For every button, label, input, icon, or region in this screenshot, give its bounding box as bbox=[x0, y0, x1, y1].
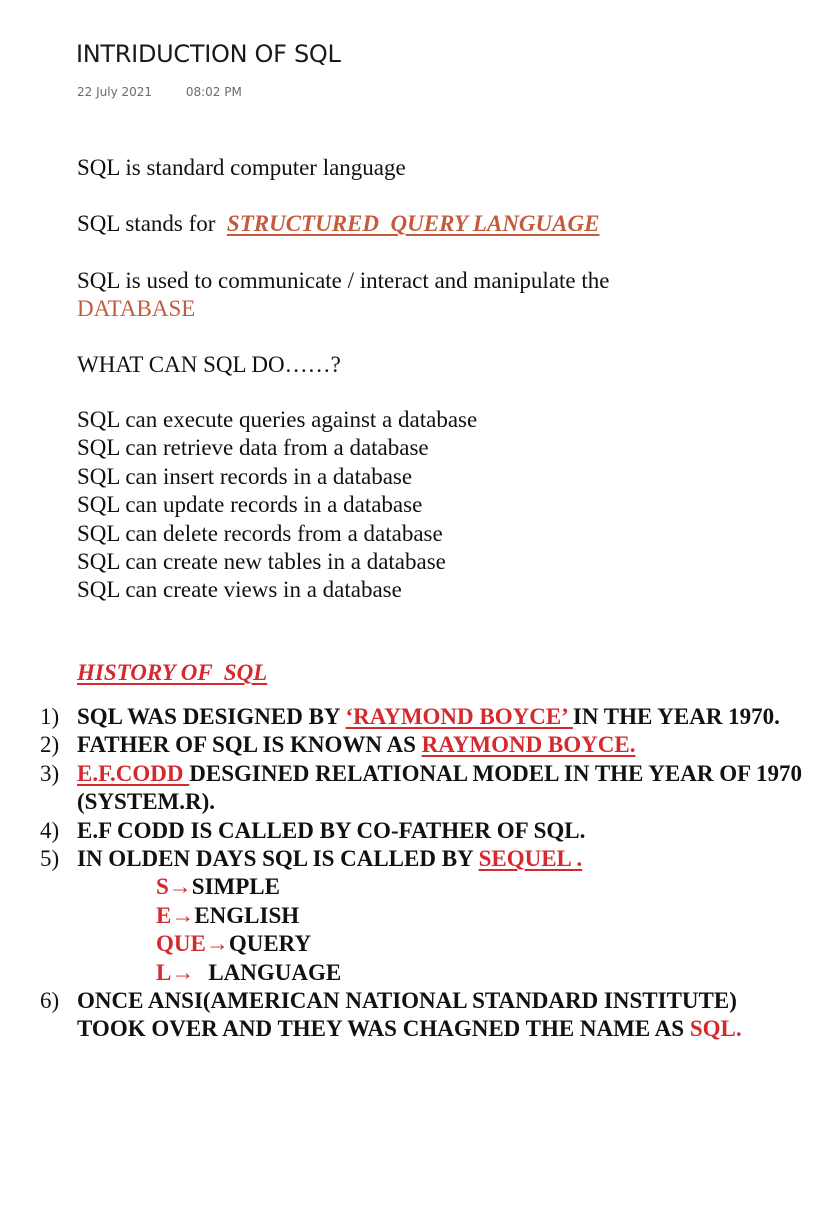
ef-codd: E.F.CODD bbox=[77, 760, 190, 786]
list-item: SQL can create views in a database bbox=[77, 577, 402, 603]
intro-line-3 bbox=[77, 267, 609, 323]
list-item: SQL can create new tables in a database bbox=[77, 549, 446, 575]
item-number: 2) bbox=[40, 732, 60, 758]
history-item-2 bbox=[40, 731, 810, 759]
list-item: SQL can insert records in a database bbox=[77, 463, 413, 489]
history-item-3 bbox=[40, 760, 810, 817]
intro-line-2-prefix: SQL stands for bbox=[77, 211, 227, 236]
item-text: IN OLDEN DAYS SQL IS CALLED BY bbox=[77, 846, 479, 872]
item-text: FATHER OF SQL IS KNOWN AS bbox=[77, 732, 422, 758]
history-list bbox=[40, 703, 810, 1044]
item-number: 4) bbox=[40, 817, 60, 843]
intro-line-1: SQL is standard computer language bbox=[77, 155, 406, 180]
history-item-4 bbox=[40, 817, 810, 845]
sequel-keyword: SEQUEL . bbox=[478, 846, 583, 872]
acronym-row bbox=[119, 959, 810, 987]
history-item-5 bbox=[40, 845, 810, 987]
sql-expansion: STRUCTURED QUERY LANGUAGE bbox=[226, 211, 600, 236]
intro-line-3-text: SQL is used to communicate / interact and manipulate the bbox=[77, 268, 610, 293]
acronym-row bbox=[119, 873, 810, 901]
history-heading: HISTORY OF SQL bbox=[77, 660, 268, 685]
item-text: ONCE ANSI(AMERICAN NATIONAL STANDARD INSTITUTE) TOOK OVER AND THEY WAS CHAGNED THE NAME AS bbox=[77, 988, 737, 1042]
list-item: SQL can execute queries against a database bbox=[77, 407, 478, 432]
raymond-boyce: RAYMOND BOYCE. bbox=[421, 732, 636, 758]
note-time: 08:02 PM bbox=[185, 85, 242, 99]
acronym-letter: L bbox=[156, 959, 172, 985]
history-item-6 bbox=[40, 987, 810, 1044]
acronym-letter: E bbox=[156, 902, 172, 928]
item-number: 6) bbox=[40, 988, 60, 1014]
item-text: SQL WAS DESIGNED BY bbox=[77, 704, 346, 729]
sql-keyword: SQL. bbox=[689, 1016, 742, 1042]
arrow-icon: → bbox=[171, 959, 195, 985]
raymond-boyce-quote: ‘RAYMOND BOYCE’ bbox=[345, 704, 573, 729]
list-item: SQL can update records in a database bbox=[77, 492, 423, 518]
arrow-icon: → bbox=[168, 874, 192, 900]
capabilities-question: WHAT CAN SQL DO……? bbox=[77, 352, 341, 377]
list-item: SQL can retrieve data from a database bbox=[77, 435, 429, 461]
history-item-1 bbox=[40, 703, 810, 731]
acronym-word: ENGLISH bbox=[194, 902, 300, 928]
item-number: 3) bbox=[40, 760, 60, 786]
acronym-letter: S bbox=[156, 874, 169, 900]
item-number: 5) bbox=[40, 846, 60, 872]
capabilities-list bbox=[77, 406, 477, 605]
acronym-word: LANGUAGE bbox=[208, 959, 342, 985]
note-date: 22 July 2021 bbox=[77, 85, 153, 99]
intro-line-2 bbox=[77, 210, 599, 238]
acronym-row bbox=[119, 930, 810, 958]
acronym-word: SIMPLE bbox=[191, 874, 280, 900]
note-metadata bbox=[77, 85, 242, 99]
acronym-letter: QUE bbox=[156, 931, 206, 957]
item-text: E.F CODD IS CALLED BY CO-FATHER OF SQL. bbox=[77, 817, 586, 843]
item-text: DESGINED RELATIONAL MODEL IN THE YEAR OF 1970 (SYSTEM.R). bbox=[77, 760, 803, 815]
item-text: IN THE YEAR 1970. bbox=[572, 704, 780, 729]
arrow-icon: → bbox=[171, 902, 195, 928]
list-item: SQL can delete records from a database bbox=[77, 520, 443, 546]
database-keyword: DATABASE bbox=[77, 296, 196, 321]
page-title: INTRIDUCTION OF SQL bbox=[76, 40, 341, 68]
sequel-acronym bbox=[77, 873, 810, 987]
acronym-row bbox=[119, 902, 810, 930]
item-number: 1) bbox=[40, 704, 60, 729]
arrow-icon: → bbox=[205, 931, 229, 957]
acronym-word: QUERY bbox=[228, 931, 312, 957]
